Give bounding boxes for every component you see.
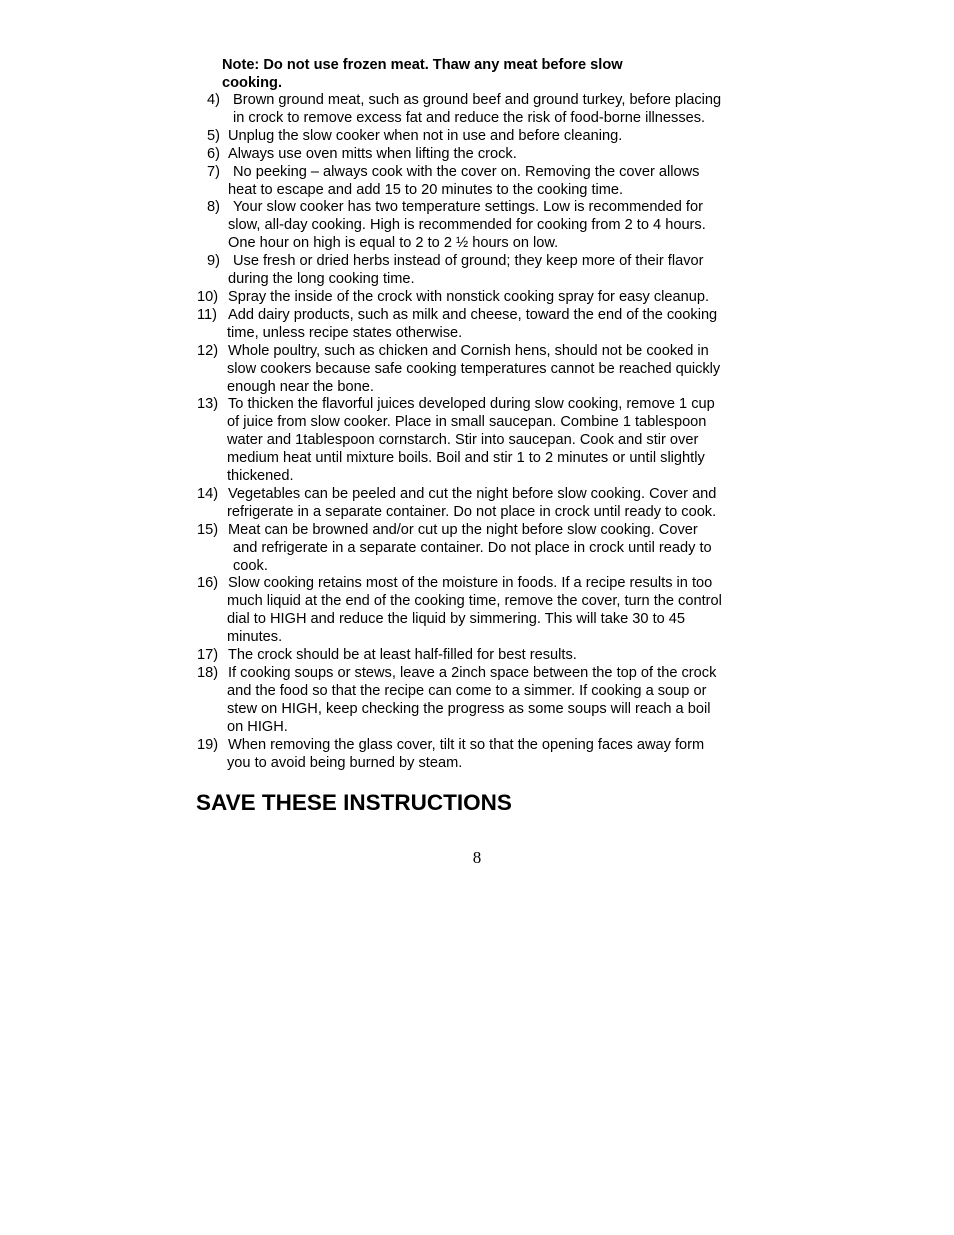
- item-text-line: Meat can be browned and/or cut up the night before slow cooking. Cover: [228, 521, 698, 538]
- item-number: 9): [207, 253, 220, 270]
- list-item: [0, 92, 954, 128]
- item-number: 7): [207, 163, 220, 180]
- item-text: [0, 522, 954, 576]
- item-text-line: stew on HIGH, keep checking the progress as some soups will reach a boil: [227, 700, 711, 717]
- item-text: [0, 164, 954, 200]
- item-text-line: on HIGH.: [227, 718, 288, 735]
- item-text-line: of juice from slow cooker. Place in small saucepan. Combine 1 tablespoon: [227, 414, 707, 431]
- item-number: 6): [207, 145, 220, 162]
- item-text-line: time, unless recipe states otherwise.: [227, 324, 463, 341]
- item-text-line: heat to escape and add 15 to 20 minutes to the cooking time.: [228, 181, 624, 198]
- list-item: [0, 575, 954, 647]
- item-text-line: One hour on high is equal to 2 to 2 ½ hours on low.: [228, 235, 559, 252]
- list-item: [0, 128, 954, 146]
- item-number: 11): [197, 306, 218, 323]
- item-text-line: and refrigerate in a separate container. Do not place in crock until ready to: [233, 539, 712, 556]
- list-item: [0, 253, 954, 289]
- note-line-1: Note: Do not use frozen meat. Thaw any meat before slow: [222, 57, 623, 73]
- item-text-line: during the long cooking time.: [228, 271, 415, 288]
- item-text: [0, 647, 954, 665]
- item-text-line: in crock to remove excess fat and reduce the risk of food-borne illnesses.: [233, 109, 706, 126]
- item-text-line: To thicken the flavorful juices developed during slow cooking, remove 1 cup: [228, 396, 715, 413]
- save-instructions-heading: SAVE THESE INSTRUCTIONS: [196, 790, 512, 815]
- item-text-line: No peeking – always cook with the cover on. Removing the cover allows: [233, 163, 700, 180]
- list-item: [0, 343, 954, 397]
- item-text-line: and the food so that the recipe can come to a simmer. If cooking a soup or: [227, 682, 707, 699]
- item-number: 10): [197, 288, 219, 305]
- page-number: 8: [472, 848, 482, 867]
- list-item: [0, 199, 954, 253]
- item-text-line: slow cookers because safe cooking temperatures cannot be reached quickly: [227, 360, 721, 377]
- note-line-2: cooking.: [222, 75, 282, 91]
- item-number: 17): [197, 647, 219, 664]
- item-text-line: much liquid at the end of the cooking time, remove the cover, turn the control: [227, 593, 722, 610]
- item-number: 19): [197, 736, 219, 753]
- item-text: [0, 92, 954, 128]
- item-number: 14): [197, 485, 219, 502]
- item-number: 5): [207, 127, 220, 144]
- item-text-line: Add dairy products, such as milk and cheese, toward the end of the cooking: [228, 306, 718, 323]
- item-text-line: Always use oven mitts when lifting the crock.: [228, 145, 517, 162]
- item-text-line: you to avoid being burned by steam.: [227, 754, 463, 771]
- item-text-line: cook.: [233, 557, 268, 574]
- item-text: [0, 146, 954, 164]
- item-text-line: water and 1tablespoon cornstarch. Stir into saucepan. Cook and stir over: [227, 432, 699, 449]
- item-number: 15): [197, 521, 219, 538]
- item-text-line: minutes.: [227, 629, 283, 646]
- item-text: [0, 575, 954, 647]
- item-number: 18): [197, 665, 219, 681]
- item-text-line: Whole poultry, such as chicken and Cornish hens, should not be cooked in: [228, 342, 709, 359]
- list-item: [0, 307, 954, 343]
- list-item: [0, 486, 954, 522]
- item-text-line: Spray the inside of the crock with nonstick cooking spray for easy cleanup.: [228, 288, 710, 305]
- item-text-line: Your slow cooker has two temperature settings. Low is recommended for: [233, 199, 703, 216]
- item-text-line: medium heat until mixture boils. Boil and stir 1 to 2 minutes or until slightly: [227, 450, 705, 467]
- item-text-line: refrigerate in a separate container. Do not place in crock until ready to cook.: [227, 503, 717, 520]
- item-text-line: When removing the glass cover, tilt it so that the opening faces away form: [228, 736, 705, 753]
- item-text: [0, 343, 954, 397]
- item-text-line: Vegetables can be peeled and cut the night before slow cooking. Cover and: [228, 485, 717, 502]
- item-text-line: Use fresh or dried herbs instead of ground; they keep more of their flavor: [233, 253, 704, 270]
- item-text-line: If cooking soups or stews, leave a 2inch space between the top of the crock: [228, 665, 717, 681]
- item-text-line: dial to HIGH and reduce the liquid by simmering. This will take 30 to 45: [227, 611, 686, 628]
- item-text: [0, 486, 954, 522]
- item-text: [0, 396, 954, 486]
- frozen-meat-note: [222, 56, 702, 92]
- item-text-line: Brown ground meat, such as ground beef and ground turkey, before placing: [233, 92, 722, 108]
- item-text: [0, 253, 954, 289]
- item-text: [0, 665, 954, 737]
- item-text-line: slow, all-day cooking. High is recommended for cooking from 2 to 4 hours.: [228, 217, 706, 234]
- item-number: 12): [197, 342, 219, 359]
- list-item: [0, 164, 954, 200]
- item-text-line: Unplug the slow cooker when not in use and before cleaning.: [228, 127, 623, 144]
- list-item: [0, 737, 954, 773]
- item-text: [0, 128, 954, 146]
- list-item: [0, 146, 954, 164]
- list-item: [0, 647, 954, 665]
- item-text-line: Slow cooking retains most of the moisture in foods. If a recipe results in too: [228, 575, 713, 592]
- instruction-list: [0, 92, 954, 772]
- item-text: [0, 307, 954, 343]
- list-item: [0, 396, 954, 486]
- list-item: [0, 665, 954, 737]
- item-text: [0, 737, 954, 773]
- item-text-line: thickened.: [227, 468, 294, 485]
- item-number: 8): [207, 199, 220, 216]
- item-text: [0, 289, 954, 307]
- item-text: [0, 199, 954, 253]
- list-item: [0, 522, 954, 576]
- item-text-line: enough near the bone.: [227, 378, 374, 395]
- list-item: [0, 289, 954, 307]
- item-number: 13): [197, 396, 219, 413]
- item-number: 16): [197, 575, 219, 592]
- item-number: 4): [207, 92, 220, 108]
- item-text-line: The crock should be at least half-filled for best results.: [228, 647, 577, 664]
